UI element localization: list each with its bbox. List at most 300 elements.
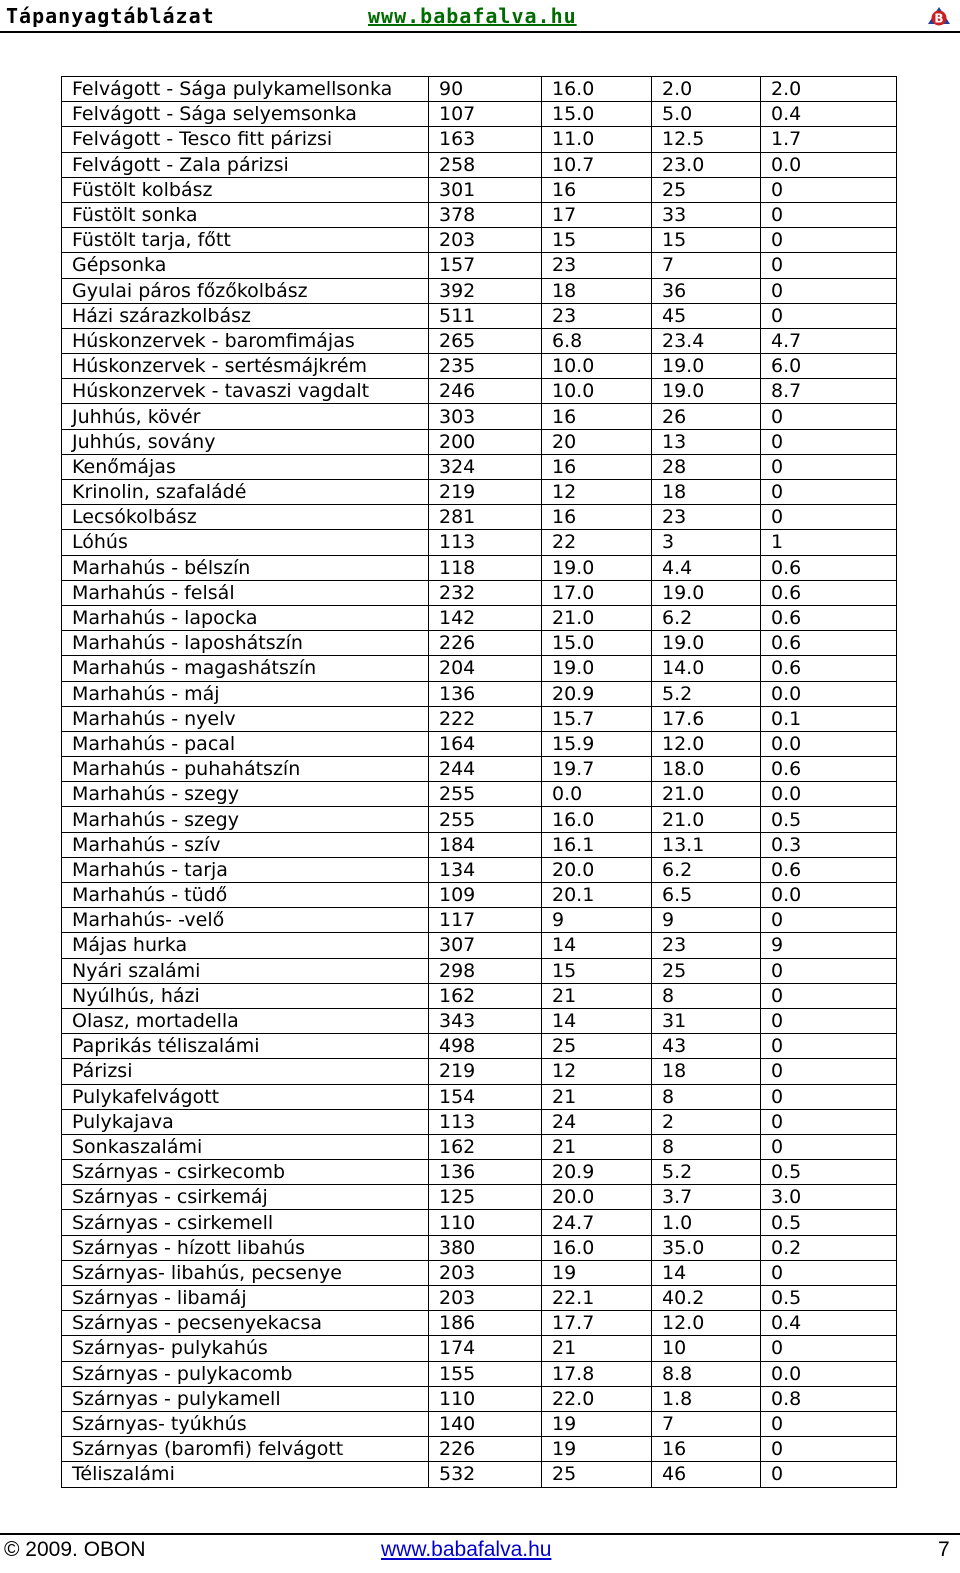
table-row xyxy=(62,152,897,177)
fat-cell: 8 xyxy=(652,1134,761,1159)
protein-cell: 24 xyxy=(542,1109,652,1134)
food-name-cell: Nyári szalámi xyxy=(62,958,429,983)
food-name-cell: Szárnyas- libahús, pecsenye xyxy=(62,1260,429,1285)
table-row xyxy=(62,1109,897,1134)
kcal-cell: 235 xyxy=(429,354,542,379)
table-row xyxy=(62,127,897,152)
carb-cell: 8.7 xyxy=(761,379,897,404)
protein-cell: 20.9 xyxy=(542,1160,652,1185)
carb-cell: 0.6 xyxy=(761,555,897,580)
kcal-cell: 232 xyxy=(429,580,542,605)
carb-cell: 0 xyxy=(761,958,897,983)
protein-cell: 15 xyxy=(542,958,652,983)
food-name-cell: Szárnyas - pulykacomb xyxy=(62,1361,429,1386)
food-name-cell: Szárnyas- pulykahús xyxy=(62,1336,429,1361)
table-row xyxy=(62,1084,897,1109)
carb-cell: 0 xyxy=(761,983,897,1008)
carb-cell: 0 xyxy=(761,202,897,227)
table-row xyxy=(62,555,897,580)
table-row xyxy=(62,177,897,202)
table-row xyxy=(62,706,897,731)
kcal-cell: 303 xyxy=(429,404,542,429)
food-name-cell: Felvágott - Tesco fitt párizsi xyxy=(62,127,429,152)
table-row xyxy=(62,656,897,681)
table-row xyxy=(62,429,897,454)
carb-cell: 0 xyxy=(761,1462,897,1487)
table-row xyxy=(62,228,897,253)
protein-cell: 25 xyxy=(542,1462,652,1487)
footer-divider xyxy=(0,1533,960,1535)
table-row xyxy=(62,505,897,530)
food-name-cell: Szárnyas - csirkemáj xyxy=(62,1185,429,1210)
fat-cell: 9 xyxy=(652,908,761,933)
fat-cell: 19.0 xyxy=(652,354,761,379)
fat-cell: 1.8 xyxy=(652,1386,761,1411)
food-name-cell: Marhahús - szegy xyxy=(62,782,429,807)
table-row xyxy=(62,379,897,404)
kcal-cell: 532 xyxy=(429,1462,542,1487)
carb-cell: 0 xyxy=(761,454,897,479)
kcal-cell: 301 xyxy=(429,177,542,202)
kcal-cell: 298 xyxy=(429,958,542,983)
carb-cell: 0.2 xyxy=(761,1235,897,1260)
table-row xyxy=(62,1411,897,1436)
kcal-cell: 324 xyxy=(429,454,542,479)
kcal-cell: 498 xyxy=(429,1034,542,1059)
table-row xyxy=(62,1034,897,1059)
table-row xyxy=(62,782,897,807)
protein-cell: 20 xyxy=(542,429,652,454)
food-name-cell: Szárnyas - pulykamell xyxy=(62,1386,429,1411)
fat-cell: 19.0 xyxy=(652,580,761,605)
protein-cell: 19 xyxy=(542,1260,652,1285)
protein-cell: 22 xyxy=(542,530,652,555)
food-name-cell: Marhahús- -velő xyxy=(62,908,429,933)
kcal-cell: 113 xyxy=(429,530,542,555)
table-row xyxy=(62,983,897,1008)
table-row xyxy=(62,807,897,832)
protein-cell: 10.0 xyxy=(542,379,652,404)
food-name-cell: Szárnyas - csirkecomb xyxy=(62,1160,429,1185)
kcal-cell: 155 xyxy=(429,1361,542,1386)
table-row xyxy=(62,1235,897,1260)
carb-cell: 2.0 xyxy=(761,77,897,102)
protein-cell: 12 xyxy=(542,480,652,505)
food-name-cell: Marhahús - nyelv xyxy=(62,706,429,731)
carb-cell: 0 xyxy=(761,1336,897,1361)
carb-cell: 3.0 xyxy=(761,1185,897,1210)
protein-cell: 24.7 xyxy=(542,1210,652,1235)
protein-cell: 16 xyxy=(542,454,652,479)
carb-cell: 0.1 xyxy=(761,706,897,731)
kcal-cell: 107 xyxy=(429,102,542,127)
nutrition-table xyxy=(61,76,897,1488)
carb-cell: 0 xyxy=(761,404,897,429)
fat-cell: 2.0 xyxy=(652,77,761,102)
table-row xyxy=(62,1336,897,1361)
kcal-cell: 219 xyxy=(429,1059,542,1084)
kcal-cell: 255 xyxy=(429,782,542,807)
protein-cell: 17 xyxy=(542,202,652,227)
fat-cell: 18 xyxy=(652,1059,761,1084)
kcal-cell: 255 xyxy=(429,807,542,832)
table-row xyxy=(62,1437,897,1462)
fat-cell: 31 xyxy=(652,1008,761,1033)
fat-cell: 5.2 xyxy=(652,681,761,706)
kcal-cell: 203 xyxy=(429,1286,542,1311)
fat-cell: 19.0 xyxy=(652,631,761,656)
protein-cell: 15 xyxy=(542,228,652,253)
protein-cell: 16 xyxy=(542,177,652,202)
kcal-cell: 258 xyxy=(429,152,542,177)
fat-cell: 35.0 xyxy=(652,1235,761,1260)
kcal-cell: 226 xyxy=(429,631,542,656)
protein-cell: 23 xyxy=(542,253,652,278)
food-name-cell: Marhahús - tüdő xyxy=(62,883,429,908)
table-row xyxy=(62,933,897,958)
fat-cell: 12.5 xyxy=(652,127,761,152)
protein-cell: 9 xyxy=(542,908,652,933)
table-row xyxy=(62,580,897,605)
table-row xyxy=(62,77,897,102)
fat-cell: 3.7 xyxy=(652,1185,761,1210)
babafalva-logo-icon xyxy=(925,4,953,28)
table-row xyxy=(62,480,897,505)
table-row xyxy=(62,731,897,756)
food-name-cell: Húskonzervek - sertésmájkrém xyxy=(62,354,429,379)
protein-cell: 16 xyxy=(542,404,652,429)
fat-cell: 8 xyxy=(652,1084,761,1109)
carb-cell: 0 xyxy=(761,1034,897,1059)
food-name-cell: Juhhús, sovány xyxy=(62,429,429,454)
fat-cell: 23 xyxy=(652,933,761,958)
fat-cell: 25 xyxy=(652,958,761,983)
carb-cell: 0 xyxy=(761,1260,897,1285)
protein-cell: 21 xyxy=(542,1134,652,1159)
food-name-cell: Felvágott - Sága selyemsonka xyxy=(62,102,429,127)
carb-cell: 0 xyxy=(761,177,897,202)
table-row xyxy=(62,328,897,353)
kcal-cell: 110 xyxy=(429,1386,542,1411)
kcal-cell: 164 xyxy=(429,731,542,756)
food-name-cell: Füstölt kolbász xyxy=(62,177,429,202)
table-row xyxy=(62,303,897,328)
kcal-cell: 154 xyxy=(429,1084,542,1109)
kcal-cell: 203 xyxy=(429,228,542,253)
fat-cell: 21.0 xyxy=(652,807,761,832)
kcal-cell: 265 xyxy=(429,328,542,353)
carb-cell: 0 xyxy=(761,1134,897,1159)
protein-cell: 19 xyxy=(542,1437,652,1462)
page-title: Tápanyagtáblázat xyxy=(6,4,215,28)
food-name-cell: Lóhús xyxy=(62,530,429,555)
kcal-cell: 200 xyxy=(429,429,542,454)
table-row xyxy=(62,832,897,857)
kcal-cell: 184 xyxy=(429,832,542,857)
kcal-cell: 136 xyxy=(429,1160,542,1185)
carb-cell: 0.4 xyxy=(761,102,897,127)
fat-cell: 23.0 xyxy=(652,152,761,177)
protein-cell: 11.0 xyxy=(542,127,652,152)
food-name-cell: Szárnyas- tyúkhús xyxy=(62,1411,429,1436)
kcal-cell: 90 xyxy=(429,77,542,102)
carb-cell: 0.5 xyxy=(761,807,897,832)
fat-cell: 14.0 xyxy=(652,656,761,681)
food-name-cell: Párizsi xyxy=(62,1059,429,1084)
kcal-cell: 163 xyxy=(429,127,542,152)
food-name-cell: Marhahús - lapocka xyxy=(62,605,429,630)
table-row xyxy=(62,958,897,983)
food-name-cell: Füstölt tarja, főtt xyxy=(62,228,429,253)
food-name-cell: Krinolin, szafaládé xyxy=(62,480,429,505)
kcal-cell: 113 xyxy=(429,1109,542,1134)
protein-cell: 21 xyxy=(542,1336,652,1361)
carb-cell: 0 xyxy=(761,1437,897,1462)
table-row xyxy=(62,1361,897,1386)
protein-cell: 19.0 xyxy=(542,656,652,681)
table-row xyxy=(62,681,897,706)
fat-cell: 23.4 xyxy=(652,328,761,353)
food-name-cell: Paprikás téliszalámi xyxy=(62,1034,429,1059)
fat-cell: 36 xyxy=(652,278,761,303)
carb-cell: 0 xyxy=(761,1008,897,1033)
footer-copyright: © 2009. OBON xyxy=(4,1538,146,1561)
kcal-cell: 203 xyxy=(429,1260,542,1285)
kcal-cell: 109 xyxy=(429,883,542,908)
footer-site-link[interactable]: www.babafalva.hu xyxy=(381,1538,552,1561)
carb-cell: 0 xyxy=(761,429,897,454)
kcal-cell: 162 xyxy=(429,983,542,1008)
protein-cell: 16 xyxy=(542,505,652,530)
protein-cell: 14 xyxy=(542,1008,652,1033)
fat-cell: 43 xyxy=(652,1034,761,1059)
kcal-cell: 118 xyxy=(429,555,542,580)
kcal-cell: 392 xyxy=(429,278,542,303)
protein-cell: 19.7 xyxy=(542,757,652,782)
food-name-cell: Marhahús - laposhátszín xyxy=(62,631,429,656)
kcal-cell: 110 xyxy=(429,1210,542,1235)
food-name-cell: Marhahús - tarja xyxy=(62,857,429,882)
protein-cell: 16.0 xyxy=(542,807,652,832)
page-header xyxy=(0,0,960,32)
table-row xyxy=(62,857,897,882)
table-row xyxy=(62,1210,897,1235)
protein-cell: 15.7 xyxy=(542,706,652,731)
carb-cell: 0 xyxy=(761,303,897,328)
protein-cell: 21.0 xyxy=(542,605,652,630)
table-row xyxy=(62,202,897,227)
food-name-cell: Marhahús - bélszín xyxy=(62,555,429,580)
table-row xyxy=(62,605,897,630)
protein-cell: 20.1 xyxy=(542,883,652,908)
carb-cell: 0.0 xyxy=(761,731,897,756)
carb-cell: 9 xyxy=(761,933,897,958)
fat-cell: 25 xyxy=(652,177,761,202)
food-name-cell: Szárnyas - pecsenyekacsa xyxy=(62,1311,429,1336)
food-name-cell: Gyulai páros főzőkolbász xyxy=(62,278,429,303)
carb-cell: 4.7 xyxy=(761,328,897,353)
food-name-cell: Szárnyas - libamáj xyxy=(62,1286,429,1311)
food-name-cell: Kenőmájas xyxy=(62,454,429,479)
food-name-cell: Szárnyas (baromfi) felvágott xyxy=(62,1437,429,1462)
fat-cell: 40.2 xyxy=(652,1286,761,1311)
fat-cell: 17.6 xyxy=(652,706,761,731)
kcal-cell: 136 xyxy=(429,681,542,706)
carb-cell: 0.0 xyxy=(761,152,897,177)
kcal-cell: 142 xyxy=(429,605,542,630)
protein-cell: 23 xyxy=(542,303,652,328)
fat-cell: 1.0 xyxy=(652,1210,761,1235)
kcal-cell: 204 xyxy=(429,656,542,681)
protein-cell: 20.9 xyxy=(542,681,652,706)
protein-cell: 19 xyxy=(542,1411,652,1436)
food-name-cell: Húskonzervek - baromfimájas xyxy=(62,328,429,353)
kcal-cell: 134 xyxy=(429,857,542,882)
food-name-cell: Húskonzervek - tavaszi vagdalt xyxy=(62,379,429,404)
fat-cell: 8 xyxy=(652,983,761,1008)
carb-cell: 0 xyxy=(761,1084,897,1109)
fat-cell: 21.0 xyxy=(652,782,761,807)
carb-cell: 0 xyxy=(761,1059,897,1084)
carb-cell: 0.0 xyxy=(761,782,897,807)
table-row xyxy=(62,354,897,379)
carb-cell: 0.6 xyxy=(761,757,897,782)
food-name-cell: Olasz, mortadella xyxy=(62,1008,429,1033)
table-row xyxy=(62,253,897,278)
kcal-cell: 226 xyxy=(429,1437,542,1462)
fat-cell: 6.2 xyxy=(652,605,761,630)
table-row xyxy=(62,278,897,303)
kcal-cell: 186 xyxy=(429,1311,542,1336)
protein-cell: 25 xyxy=(542,1034,652,1059)
protein-cell: 22.0 xyxy=(542,1386,652,1411)
table-row xyxy=(62,530,897,555)
protein-cell: 16.1 xyxy=(542,832,652,857)
fat-cell: 2 xyxy=(652,1109,761,1134)
fat-cell: 33 xyxy=(652,202,761,227)
fat-cell: 23 xyxy=(652,505,761,530)
protein-cell: 17.8 xyxy=(542,1361,652,1386)
protein-cell: 17.0 xyxy=(542,580,652,605)
carb-cell: 0 xyxy=(761,253,897,278)
protein-cell: 18 xyxy=(542,278,652,303)
fat-cell: 8.8 xyxy=(652,1361,761,1386)
protein-cell: 21 xyxy=(542,983,652,1008)
protein-cell: 10.7 xyxy=(542,152,652,177)
protein-cell: 20.0 xyxy=(542,857,652,882)
fat-cell: 28 xyxy=(652,454,761,479)
protein-cell: 0.0 xyxy=(542,782,652,807)
fat-cell: 5.0 xyxy=(652,102,761,127)
fat-cell: 18.0 xyxy=(652,757,761,782)
header-divider xyxy=(0,31,960,33)
table-row xyxy=(62,454,897,479)
food-name-cell: Marhahús - magashátszín xyxy=(62,656,429,681)
food-name-cell: Marhahús - puhahátszín xyxy=(62,757,429,782)
fat-cell: 12.0 xyxy=(652,1311,761,1336)
carb-cell: 0.3 xyxy=(761,832,897,857)
carb-cell: 0.8 xyxy=(761,1386,897,1411)
kcal-cell: 222 xyxy=(429,706,542,731)
header-site-link[interactable]: www.babafalva.hu xyxy=(368,4,577,28)
carb-cell: 0.5 xyxy=(761,1286,897,1311)
carb-cell: 6.0 xyxy=(761,354,897,379)
carb-cell: 0.0 xyxy=(761,681,897,706)
fat-cell: 6.2 xyxy=(652,857,761,882)
food-name-cell: Szárnyas - csirkemell xyxy=(62,1210,429,1235)
fat-cell: 12.0 xyxy=(652,731,761,756)
food-name-cell: Marhahús - felsál xyxy=(62,580,429,605)
food-name-cell: Marhahús - máj xyxy=(62,681,429,706)
food-name-cell: Felvágott - Sága pulykamellsonka xyxy=(62,77,429,102)
food-name-cell: Füstölt sonka xyxy=(62,202,429,227)
food-name-cell: Juhhús, kövér xyxy=(62,404,429,429)
carb-cell: 0.0 xyxy=(761,883,897,908)
table-row xyxy=(62,1286,897,1311)
kcal-cell: 378 xyxy=(429,202,542,227)
table-row xyxy=(62,404,897,429)
protein-cell: 16.0 xyxy=(542,77,652,102)
protein-cell: 21 xyxy=(542,1084,652,1109)
kcal-cell: 140 xyxy=(429,1411,542,1436)
carb-cell: 0 xyxy=(761,1109,897,1134)
fat-cell: 46 xyxy=(652,1462,761,1487)
kcal-cell: 219 xyxy=(429,480,542,505)
table-row xyxy=(62,631,897,656)
page-number: 7 xyxy=(938,1538,950,1561)
svg-text:B: B xyxy=(934,11,944,26)
food-name-cell: Pulykafelvágott xyxy=(62,1084,429,1109)
table-row xyxy=(62,1185,897,1210)
kcal-cell: 511 xyxy=(429,303,542,328)
kcal-cell: 307 xyxy=(429,933,542,958)
carb-cell: 1 xyxy=(761,530,897,555)
carb-cell: 0.0 xyxy=(761,1361,897,1386)
carb-cell: 0.6 xyxy=(761,580,897,605)
kcal-cell: 281 xyxy=(429,505,542,530)
fat-cell: 6.5 xyxy=(652,883,761,908)
protein-cell: 16.0 xyxy=(542,1235,652,1260)
carb-cell: 0 xyxy=(761,480,897,505)
carb-cell: 0.5 xyxy=(761,1160,897,1185)
kcal-cell: 125 xyxy=(429,1185,542,1210)
food-name-cell: Lecsókolbász xyxy=(62,505,429,530)
fat-cell: 5.2 xyxy=(652,1160,761,1185)
protein-cell: 20.0 xyxy=(542,1185,652,1210)
nutrition-table-body xyxy=(62,77,897,1488)
kcal-cell: 162 xyxy=(429,1134,542,1159)
carb-cell: 0.6 xyxy=(761,857,897,882)
protein-cell: 19.0 xyxy=(542,555,652,580)
food-name-cell: Téliszalámi xyxy=(62,1462,429,1487)
carb-cell: 0.6 xyxy=(761,605,897,630)
table-row xyxy=(62,1311,897,1336)
food-name-cell: Nyúlhús, házi xyxy=(62,983,429,1008)
table-row xyxy=(62,1134,897,1159)
fat-cell: 10 xyxy=(652,1336,761,1361)
kcal-cell: 157 xyxy=(429,253,542,278)
kcal-cell: 343 xyxy=(429,1008,542,1033)
food-name-cell: Felvágott - Zala párizsi xyxy=(62,152,429,177)
carb-cell: 0 xyxy=(761,278,897,303)
food-name-cell: Marhahús - pacal xyxy=(62,731,429,756)
fat-cell: 16 xyxy=(652,1437,761,1462)
kcal-cell: 174 xyxy=(429,1336,542,1361)
protein-cell: 10.0 xyxy=(542,354,652,379)
protein-cell: 15.9 xyxy=(542,731,652,756)
table-row xyxy=(62,1386,897,1411)
carb-cell: 0.6 xyxy=(761,631,897,656)
